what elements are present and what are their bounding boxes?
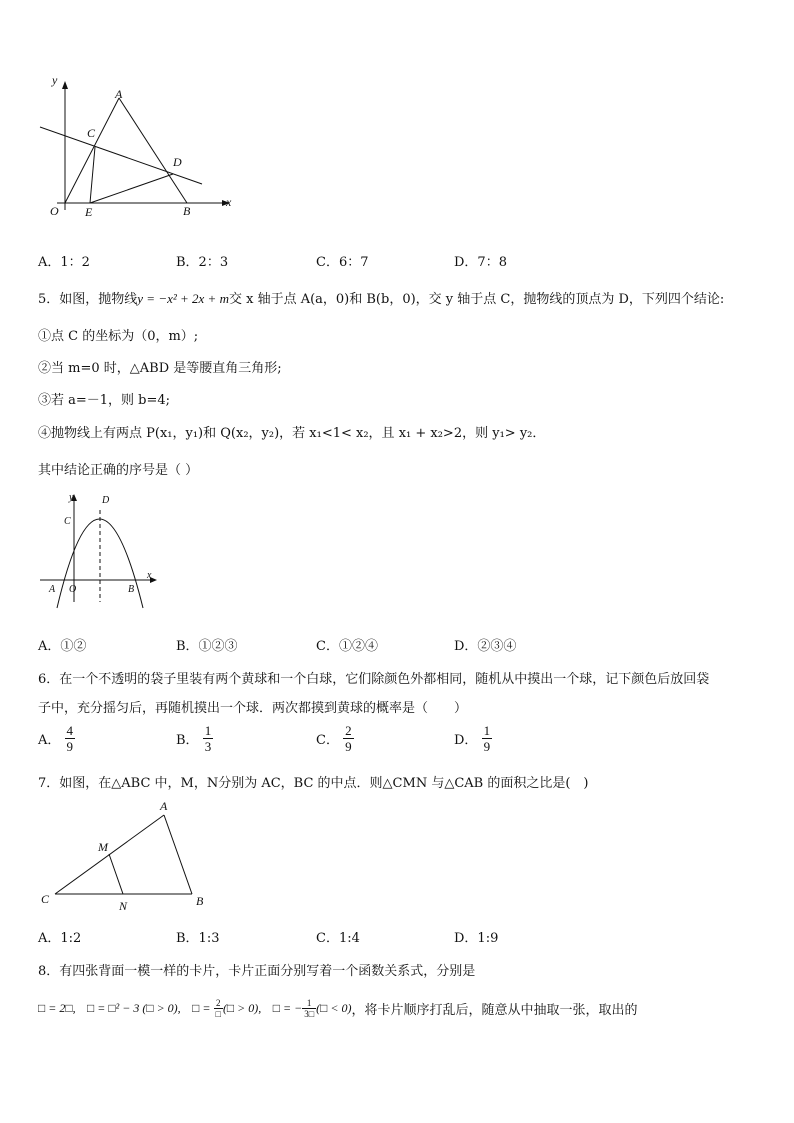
segment-MN [109, 854, 123, 894]
q5-stem [38, 288, 724, 307]
q5-option-c[interactable]: C．①②④ [316, 639, 378, 654]
q5-label-C: C [64, 516, 71, 527]
q4-option-d[interactable]: D．7：8 [454, 255, 507, 270]
q8-function-2: □ = □² − 3 (□ > 0), [87, 1001, 181, 1015]
numerator: 2 [214, 998, 223, 1009]
denominator: 9 [483, 739, 491, 754]
q5-label-x: x [147, 570, 152, 581]
q5-label-D: D [102, 495, 110, 506]
q8-function-4-domain: (□ < 0) [316, 1001, 352, 1015]
line-AB [119, 98, 187, 203]
q5-conclusion-4: ④抛物线上有两点 P(x₁，y₁)和 Q(x₂，y₂)，若 x₁<1< x₂，且 x₁ + x₂>2，则 y₁> y₂． [38, 426, 546, 441]
q4-option-b[interactable]: B．2：3 [176, 255, 229, 270]
label-y: y [52, 73, 58, 87]
q4-option-c[interactable]: C．6：7 [316, 255, 369, 270]
q6-stem-line1: 6．在一个不透明的袋子里装有两个黄球和一个白球，它们除颜色外都相同，随机从中摸出一个球，记下颜色后放回袋 [38, 672, 710, 687]
numerator: 4 [66, 723, 74, 738]
numerator: 1 [483, 723, 491, 738]
q5-label-y: y [69, 492, 74, 503]
numerator: 2 [345, 723, 352, 738]
denominator: 3 [204, 739, 212, 754]
q8-functions-line [38, 998, 637, 1019]
q8-function-3: □ = [192, 1001, 214, 1015]
q7-option-c[interactable]: C．1:4 [316, 931, 360, 946]
q6-option-a-letter: A． [38, 733, 61, 748]
q7-label-C: C [41, 892, 50, 906]
q6-option-d-letter: D． [454, 733, 478, 748]
label-C: C [87, 126, 96, 140]
q5-equation: y = −x² + 2x + m [137, 291, 229, 306]
line-ED [90, 174, 173, 203]
q7-label-B: B [196, 894, 204, 908]
q5-stem-pre: 5．如图，抛物线 [38, 292, 138, 307]
label-E: E [85, 205, 93, 219]
label-O: O [50, 204, 59, 218]
q7-label-A: A [160, 799, 168, 813]
q6-option-d[interactable] [454, 723, 492, 754]
line-OA [65, 98, 119, 203]
q5-question: 其中结论正确的序号是（ ） [38, 463, 199, 478]
q8-function-4-fraction [302, 998, 316, 1019]
label-B: B [183, 204, 191, 218]
q4-option-a[interactable]: A．1：2 [38, 255, 90, 270]
q5-label-A: A [49, 584, 56, 595]
figure-q4-svg [35, 75, 255, 225]
q7-label-N: N [119, 899, 128, 913]
denominator: 9 [66, 739, 74, 754]
q6-option-b-letter: B． [176, 733, 199, 748]
q6-option-c-fraction [343, 723, 354, 754]
label-D: D [173, 155, 182, 169]
denominator: 3□ [304, 1009, 315, 1019]
q6-option-c-letter: C． [316, 733, 339, 748]
q6-option-c[interactable] [316, 723, 354, 754]
numerator: 1 [204, 723, 212, 738]
q5-option-d[interactable]: D．②③④ [454, 639, 517, 654]
denominator: □ [215, 1009, 221, 1019]
q7-option-d[interactable]: D．1:9 [454, 931, 499, 946]
q5-label-B: B [128, 584, 135, 595]
q6-stem-line2: 子中，充分摇匀后，再随机摸出一个球．两次都摸到黄球的概率是（ ） [38, 701, 468, 716]
q6-option-b[interactable] [176, 723, 213, 754]
label-x: x [226, 195, 232, 209]
y-axis-arrow-icon [62, 81, 68, 89]
side-AB [164, 815, 192, 894]
q5-conclusion-2: ②当 m=0 时，△ABD 是等腰直角三角形; [38, 361, 282, 376]
q6-option-d-fraction [482, 723, 493, 754]
q8-stem-tail: ，将卡片顺序打乱后，随意从中抽取一张，取出的 [351, 1003, 638, 1018]
q5-label-O: O [69, 584, 77, 595]
line-CE [90, 147, 95, 203]
q6-option-b-fraction [203, 723, 214, 754]
q8-function-3-domain: (□ > 0), [222, 1001, 262, 1015]
q6-option-a-fraction [65, 723, 76, 754]
denominator: 9 [345, 739, 352, 754]
numerator: 1 [302, 998, 316, 1009]
q5-conclusion-3: ③若 a=－1，则 b=4; [38, 393, 171, 408]
q5-option-b[interactable]: B．①②③ [176, 639, 238, 654]
q8-function-1: □ = 2□, [38, 1001, 76, 1015]
label-A: A [115, 87, 123, 101]
q7-stem: 7．如图，在△ABC 中，M，N分别为 AC，BC 的中点．则△CMN 与△CAB 的面积之比是( ) [38, 776, 589, 791]
q7-option-b[interactable]: B．1:3 [176, 931, 220, 946]
q6-option-a[interactable] [38, 723, 75, 754]
figure-q7-svg [50, 810, 210, 900]
q8-function-4-pre: □ = − [272, 1001, 303, 1015]
q7-option-a[interactable]: A．1:2 [38, 931, 82, 946]
q7-label-M: M [98, 840, 108, 854]
q8-stem-line1: 8．有四张背面一模一样的卡片，卡片正面分别写着一个函数关系式，分别是 [38, 964, 476, 979]
q5-conclusion-1: ①点 C 的坐标为（0，m）; [38, 329, 199, 344]
q5-option-a[interactable]: A．①② [38, 639, 87, 654]
q5-stem-post: 交 x 轴于点 A(a，0)和 B(b，0)，交 y 轴于点 C，抛物线的顶点为 D，下列四个结论: [228, 292, 725, 307]
q8-function-3-fraction [214, 998, 223, 1019]
